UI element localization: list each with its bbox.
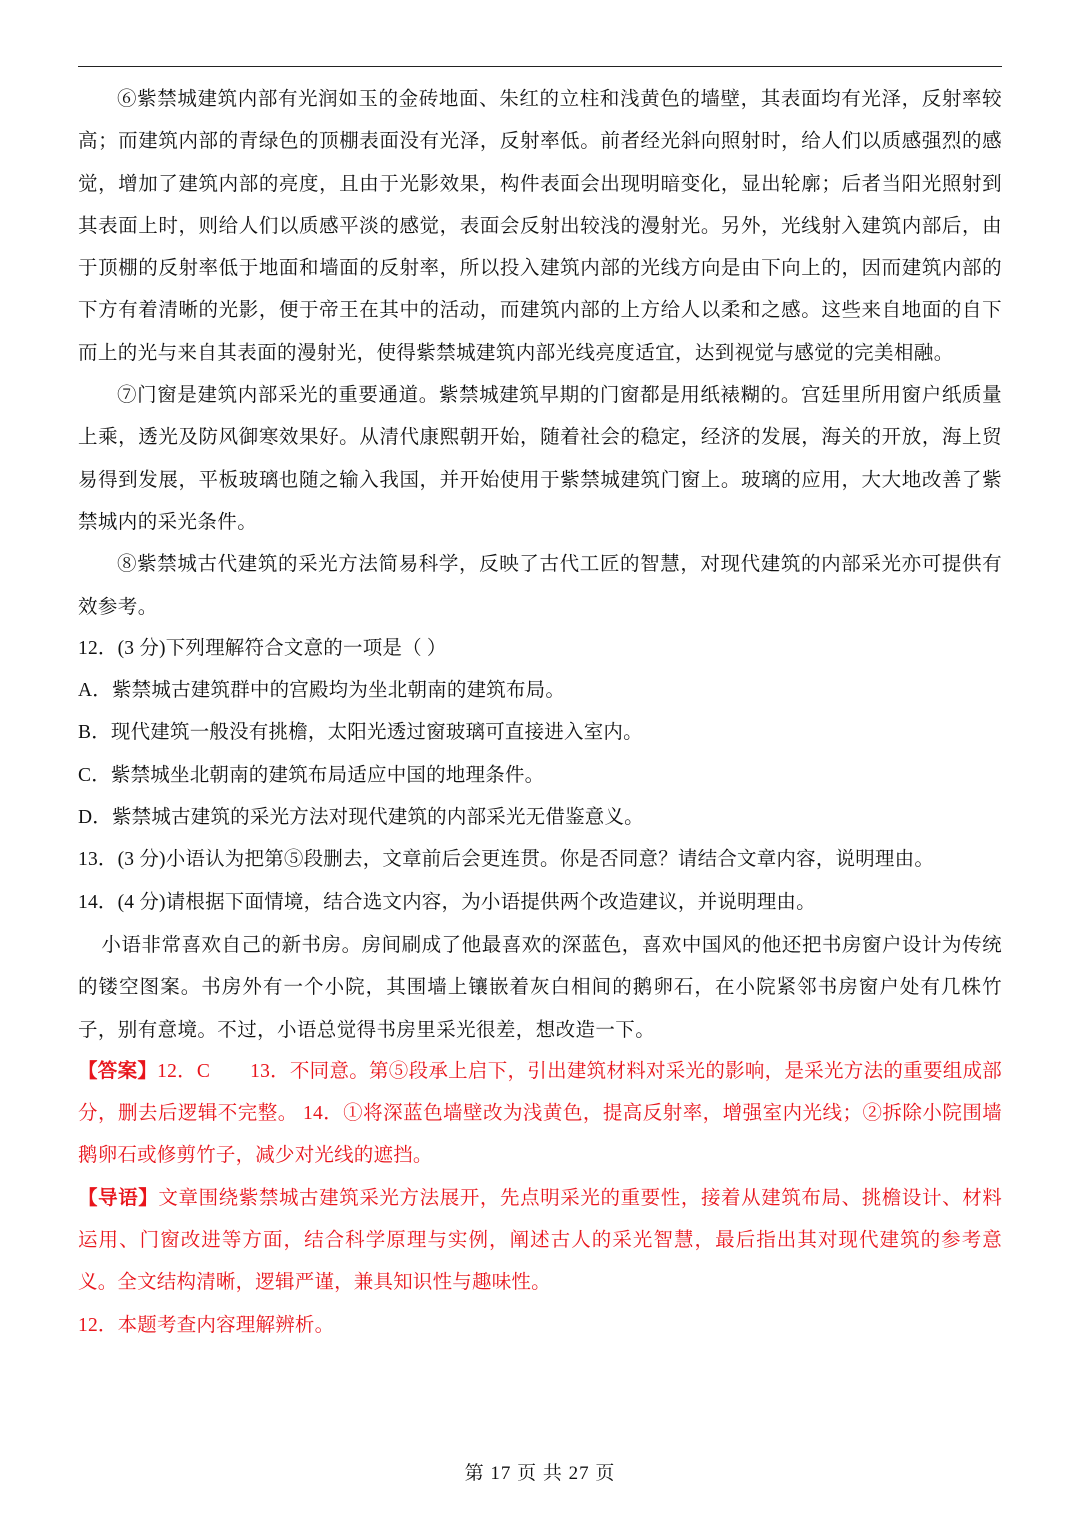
guide-text: 文章围绕紫禁城古建筑采光方法展开，先点明采光的重要性，接着从建筑布局、挑檐设计、材料运用、门窗改进等方面，结合科学原理与实例，阐述古人的采光智慧，最后指出其对现代建筑的参考意义。全文结构清晰，逻辑严谨，兼具知识性与趣味性。 — [78, 1187, 1002, 1294]
answer-tag: 【答案】 — [78, 1060, 158, 1082]
option-c: C．紫禁城坐北朝南的建筑布局适应中国的地理条件。 — [78, 764, 545, 786]
paragraph-8: ⑧紫禁城古代建筑的采光方法简易科学，反映了古代工匠的智慧，对现代建筑的内部采光亦可提供有效参考。 — [78, 552, 1002, 618]
paragraph-6: ⑥紫禁城建筑内部有光润如玉的金砖地面、朱红的立柱和浅黄色的墙壁，其表面均有光泽，反射率较高；而建筑内部的青绿色的顶棚表面没有光泽，反射率低。前者经光斜向照射时，给人们以质感强烈的感觉，增加了建筑内部的亮度，且由于光影效果，构件表面会出现明暗变化，显出轮廓；后者当阳光照射到其表面上时，则给人们以质感平淡的感觉，表面会反射出较浅的漫射光。另外，光线射入建筑内部后，由于顶棚的反射率低于地面和墙面的反射率，所以投入建筑内部的光线方向是由下向上的，因而建筑内部的下方有着清晰的光影，便于帝王在其中的活动，而建筑内部的上方给人以柔和之感。这些来自地面的自下而上的光与来自其表面的漫射光，使得紫禁城建筑内部光线亮度适宜，达到视觉与感觉的完美相融。 — [78, 87, 1002, 364]
analysis-12: 12．本题考查内容理解辨析。 — [78, 1314, 335, 1336]
page-number: 第 17 页 共 27 页 — [464, 1463, 616, 1484]
option-a: A．紫禁城古建筑群中的宫殿均为坐北朝南的建筑布局。 — [78, 680, 566, 702]
option-b: B．现代建筑一般没有挑檐，太阳光透过窗玻璃可直接进入室内。 — [78, 722, 643, 744]
answer-13-14: 13．不同意。第⑤段承上启下，引出建筑材料对采光的影响，是采光方法的重要组成部分，删去后逻辑不完整。 14．①将深蓝色墙壁改为浅黄色，提高反射率，增强室内光线；②拆除小院围墙鹅卵石或修剪竹子，减少对光线的遮挡。 — [78, 1060, 1002, 1167]
answer-12: 12．C — [157, 1060, 211, 1082]
article-body — [78, 78, 1002, 1347]
question-13: 13．(3 分)小语认为把第⑤段删去，文章前后会更连贯。你是否同意？请结合文章内容，说明理由。 — [78, 849, 935, 871]
question-14: 14．(4 分)请根据下面情境，结合选文内容，为小语提供两个改造建议，并说明理由。 — [78, 891, 816, 913]
paragraph-7: ⑦门窗是建筑内部采光的重要通道。紫禁城建筑早期的门窗都是用纸裱糊的。宫廷里所用窗户纸质量上乘，透光及防风御寒效果好。从清代康熙朝开始，随着社会的稳定，经济的发展，海关的开放，海上贸易得到发展，平板玻璃也随之输入我国，并开始使用于紫禁城建筑门窗上。玻璃的应用，大大地改善了紫禁城内的采光条件。 — [78, 383, 1002, 533]
option-d: D．紫禁城古建筑的采光方法对现代建筑的内部采光无借鉴意义。 — [78, 807, 644, 829]
answer-block — [78, 1051, 1002, 1178]
guide-tag: 【导语】 — [78, 1187, 159, 1209]
guide-block — [78, 1178, 1002, 1305]
header-rule — [78, 66, 1002, 67]
question-14-scenario: 小语非常喜欢自己的新书房。房间刷成了他最喜欢的深蓝色，喜欢中国风的他还把书房窗户设计为传统的镂空图案。书房外有一个小院，其围墙上镶嵌着灰白相间的鹅卵石，在小院紧邻书房窗户处有几株竹子，别有意境。不过，小语总觉得书房里采光很差，想改造一下。 — [78, 932, 1002, 1041]
question-12: 12．(3 分)下列理解符合文意的一项是（ ） — [78, 637, 447, 659]
